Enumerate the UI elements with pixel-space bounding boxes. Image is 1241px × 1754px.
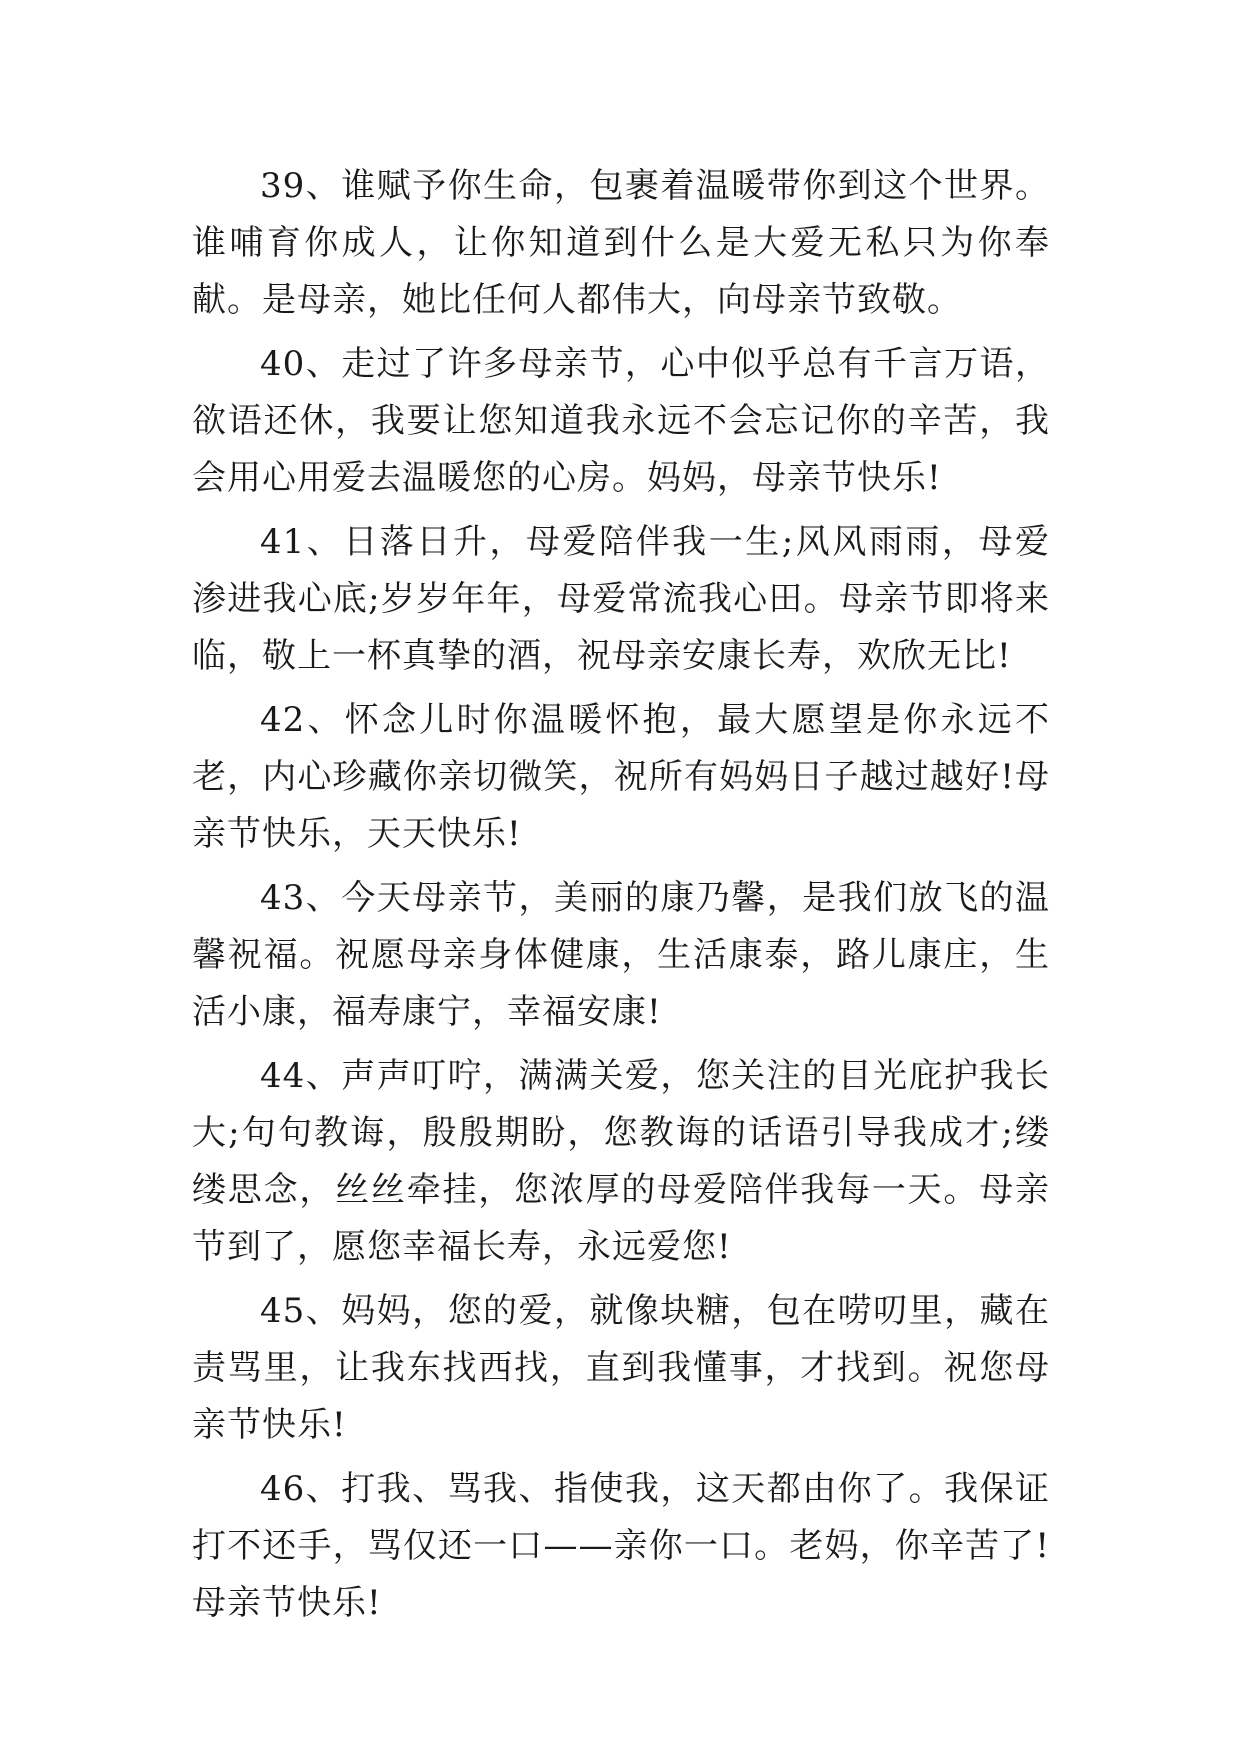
paragraph-42: 42、怀念儿时你温暖怀抱，最大愿望是你永远不老，内心珍藏你亲切微笑，祝所有妈妈日子越过越好!母亲节快乐，天天快乐! <box>192 700 1050 854</box>
paragraph-46: 46、打我、骂我、指使我，这天都由你了。我保证打不还手，骂仅还一口——亲你一口。老妈，你辛苦了!母亲节快乐! <box>192 1469 1050 1623</box>
paragraph-45: 45、妈妈，您的爱，就像块糖，包在唠叨里，藏在责骂里，让我东找西找，直到我懂事，才找到。祝您母亲节快乐! <box>192 1291 1050 1445</box>
paragraph-44: 44、声声叮咛，满满关爱，您关注的目光庇护我长大;句句教诲，殷殷期盼，您教诲的话语引导我成才;缕缕思念，丝丝牵挂，您浓厚的母爱陪伴我每一天。母亲节到了，愿您幸福长寿，永远爱您! <box>192 1056 1050 1267</box>
paragraph-41: 41、日落日升，母爱陪伴我一生;风风雨雨，母爱渗进我心底;岁岁年年，母爱常流我心田。母亲节即将来临，敬上一杯真挚的酒，祝母亲安康长寿，欢欣无比! <box>192 522 1050 676</box>
paragraph-39: 39、谁赋予你生命，包裹着温暖带你到这个世界。谁哺育你成人，让你知道到什么是大爱无私只为你奉献。是母亲，她比任何人都伟大，向母亲节致敬。 <box>192 166 1050 320</box>
document-page <box>192 158 1050 1639</box>
paragraph-43: 43、今天母亲节，美丽的康乃馨，是我们放飞的温馨祝福。祝愿母亲身体健康，生活康泰，路儿康庄，生活小康，福寿康宁，幸福安康! <box>192 878 1050 1032</box>
paragraph-40: 40、走过了许多母亲节，心中似乎总有千言万语，欲语还休，我要让您知道我永远不会忘记你的辛苦，我会用心用爱去温暖您的心房。妈妈，母亲节快乐! <box>192 344 1050 498</box>
